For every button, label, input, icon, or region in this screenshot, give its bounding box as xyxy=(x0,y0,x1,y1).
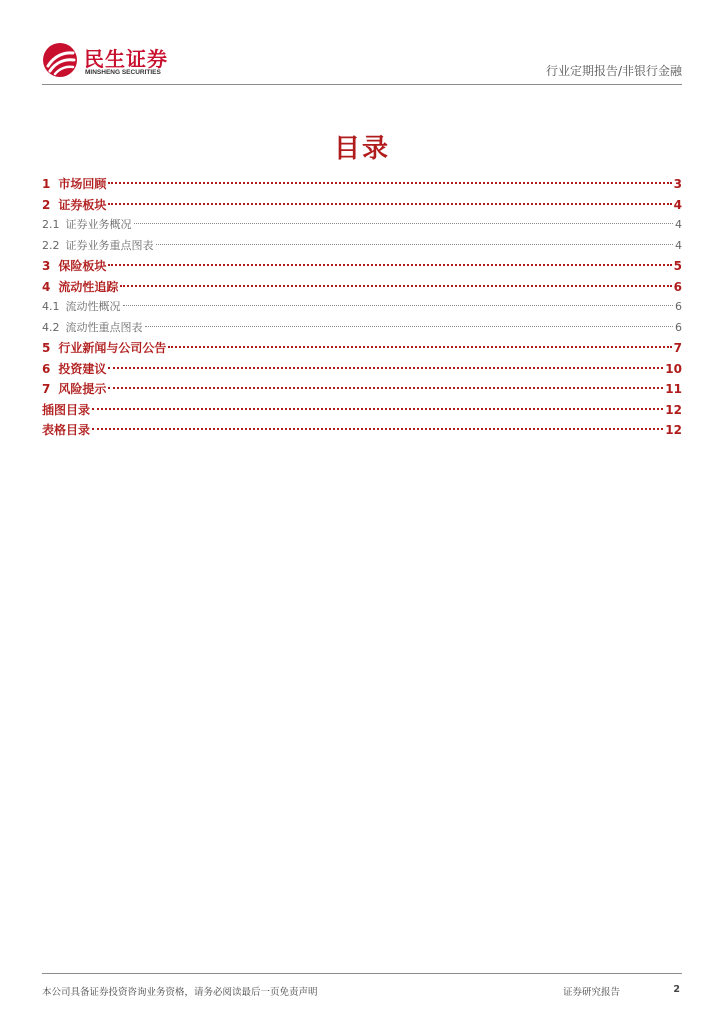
page-footer xyxy=(42,973,682,1003)
toc-entry-page: 6 xyxy=(675,320,682,334)
minsheng-logo-icon xyxy=(42,42,78,78)
toc-entry-page: 4 xyxy=(675,238,682,252)
toc-entry-page: 12 xyxy=(665,402,682,417)
toc-entry[interactable] xyxy=(42,256,682,277)
footer-doc-type: 证券研究报告 xyxy=(563,987,621,998)
toc-dot-leader xyxy=(168,346,671,348)
toc-dot-leader xyxy=(134,223,674,224)
toc-entry[interactable] xyxy=(42,400,682,421)
page-header xyxy=(42,38,682,85)
toc-dot-leader xyxy=(108,264,671,266)
toc-entry-number: 1 xyxy=(42,177,51,191)
toc-entry-number: 6 xyxy=(42,361,51,376)
toc-entry-page: 5 xyxy=(673,259,682,273)
toc-entry-page: 3 xyxy=(673,177,682,191)
toc-entry-label: 投资建议 xyxy=(58,361,107,376)
toc-entry-number: 2.2 xyxy=(42,238,60,252)
toc-entry[interactable] xyxy=(42,379,682,400)
toc-dot-leader xyxy=(108,367,663,369)
toc-dot-leader xyxy=(108,203,671,205)
toc-entry[interactable] xyxy=(42,174,682,195)
toc-entry[interactable] xyxy=(42,236,682,257)
toc-entry-label: 证券业务概况 xyxy=(65,218,132,231)
toc-entry-page: 12 xyxy=(665,423,682,437)
toc-entry-label: 流动性概况 xyxy=(65,300,121,313)
toc-dot-leader xyxy=(92,428,663,430)
toc-entry-label: 流动性追踪 xyxy=(58,279,119,294)
toc-entry-number: 4 xyxy=(42,279,51,294)
toc-entry-number: 5 xyxy=(42,341,51,355)
toc-entry[interactable] xyxy=(42,195,682,216)
toc-entry-label: 插图目录 xyxy=(42,402,91,417)
toc-entry[interactable] xyxy=(42,338,682,359)
toc-dot-leader xyxy=(123,305,674,306)
toc-dot-leader xyxy=(108,387,663,389)
toc-dot-leader xyxy=(108,182,671,184)
table-of-contents xyxy=(42,174,682,441)
toc-entry[interactable] xyxy=(42,318,682,339)
toc-entry-number: 7 xyxy=(42,382,51,396)
toc-entry-number: 2.1 xyxy=(42,218,60,231)
toc-title: 目录 xyxy=(333,134,390,164)
toc-entry-label: 证券业务重点图表 xyxy=(65,238,154,252)
toc-entry[interactable] xyxy=(42,359,682,380)
toc-entry-label: 行业新闻与公司公告 xyxy=(58,341,167,355)
toc-entry-label: 证券板块 xyxy=(58,197,107,212)
logo-chinese-text: 民生证券 xyxy=(84,47,168,71)
toc-entry-page: 7 xyxy=(673,341,682,355)
toc-entry-number: 4.2 xyxy=(42,320,60,334)
toc-entry[interactable] xyxy=(42,297,682,318)
toc-entry-page: 4 xyxy=(673,197,682,212)
toc-entry-number: 2 xyxy=(42,197,51,212)
toc-dot-leader xyxy=(92,408,663,410)
toc-entry-page: 6 xyxy=(675,300,682,313)
toc-entry-number: 4.1 xyxy=(42,300,60,313)
report-category: 行业定期报告/非银行金融 xyxy=(545,64,682,78)
toc-entry[interactable] xyxy=(42,215,682,236)
toc-dot-leader xyxy=(156,244,674,245)
toc-entry-page: 6 xyxy=(673,279,682,294)
toc-entry-label: 流动性重点图表 xyxy=(65,320,143,334)
toc-entry-label: 风险提示 xyxy=(58,382,107,396)
toc-entry[interactable] xyxy=(42,420,682,441)
toc-entry-label: 表格目录 xyxy=(42,423,91,437)
company-logo xyxy=(42,42,182,78)
logo-english-text: MINSHENG SECURITIES xyxy=(85,69,161,76)
toc-dot-leader xyxy=(120,285,671,287)
toc-entry-label: 市场回顾 xyxy=(58,177,107,191)
footer-disclaimer: 本公司具备证券投资咨询业务资格，请务必阅读最后一页免责声明 xyxy=(42,987,318,998)
toc-entry[interactable] xyxy=(42,277,682,298)
toc-entry-page: 4 xyxy=(675,218,682,231)
toc-entry-label: 保险板块 xyxy=(58,259,107,273)
toc-entry-page: 10 xyxy=(665,361,682,376)
toc-entry-page: 11 xyxy=(665,382,682,396)
toc-entry-number: 3 xyxy=(42,259,51,273)
toc-dot-leader xyxy=(145,326,674,327)
page-number: 2 xyxy=(673,984,680,995)
